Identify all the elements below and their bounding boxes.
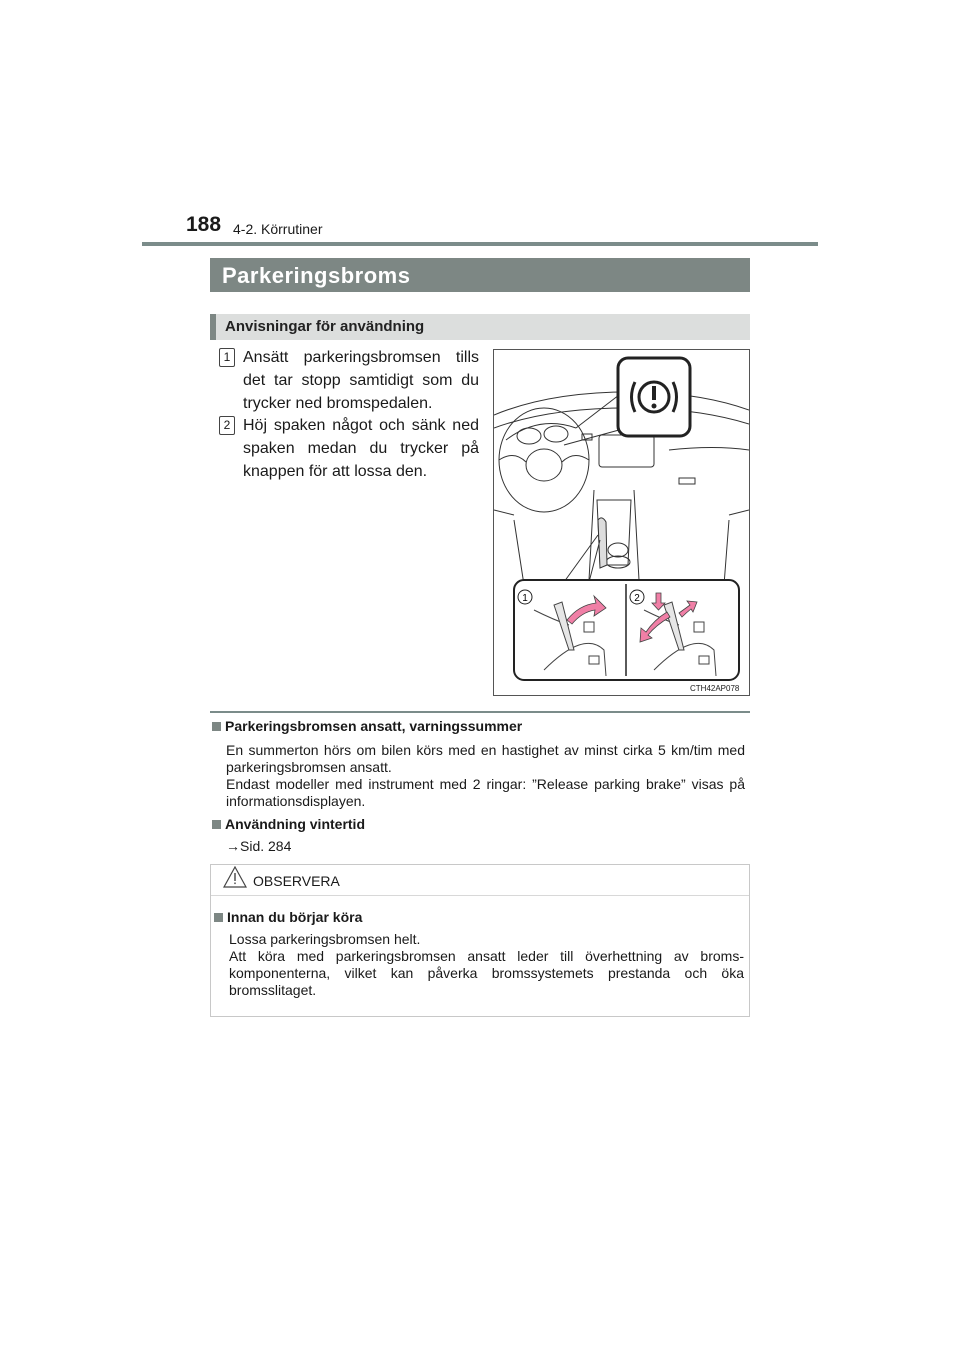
subsection-bar	[210, 314, 750, 340]
header-rule	[142, 242, 818, 246]
step-text: Ansätt parkeringsbromsen tills det tar stopp samtidigt som du trycker ned bromspedalen.	[243, 349, 479, 412]
parking-brake-illustration	[493, 349, 750, 696]
note-heading	[212, 718, 522, 734]
note-heading-text: Parkeringsbromsen ansatt, varningssummer	[225, 718, 523, 734]
note-text: Endast modeller med instrument med 2 ringar: ”Release parking brake” visas på informationsdisplayen.	[226, 776, 745, 809]
note-heading	[212, 816, 365, 832]
callout-1: 1	[522, 593, 528, 604]
illustration-drawing	[494, 350, 749, 695]
square-bullet-icon	[212, 722, 221, 731]
step-1	[219, 348, 481, 418]
warning-triangle-icon	[223, 866, 247, 893]
figure-code: CTH42AP078	[690, 684, 740, 693]
section-separator	[210, 711, 750, 713]
section-title: 4-2. Körrutiner	[233, 221, 323, 237]
subsection-title: Anvisningar för användning	[225, 318, 425, 335]
page-number: 188	[186, 213, 222, 236]
page-title: Parkeringsbroms	[222, 263, 411, 288]
subsection-accent	[210, 314, 216, 340]
caution-heading-text: Innan du börjar köra	[227, 909, 363, 925]
step-number: 1	[219, 348, 235, 367]
square-bullet-icon	[212, 820, 221, 829]
note-text: En summerton hörs om bilen körs med en hastighet av minst cirka 5 km/tim med parkeringsbromsen ansatt.	[226, 742, 745, 775]
page-reference: →Sid. 284	[226, 838, 292, 854]
step-text: Höj spaken något och sänk ned spaken medan du trycker på knappen för att lossa den.	[243, 417, 479, 480]
caution-heading	[214, 909, 362, 925]
step-2	[219, 416, 481, 486]
page-title-bar	[210, 258, 750, 292]
square-bullet-icon	[214, 913, 223, 922]
caution-text: Lossa parkeringsbromsen helt. Att köra med parkeringsbromsen ansatt leder till överhettning av bromskomponenterna, vilket kan påverka bromssystemets prestanda och öka bromsslitaget.	[229, 931, 744, 998]
caution-label: OBSERVERA	[253, 873, 340, 889]
callout-2: 2	[634, 593, 640, 604]
note-heading-text: Användning vintertid	[225, 816, 365, 832]
step-number: 2	[219, 416, 235, 435]
